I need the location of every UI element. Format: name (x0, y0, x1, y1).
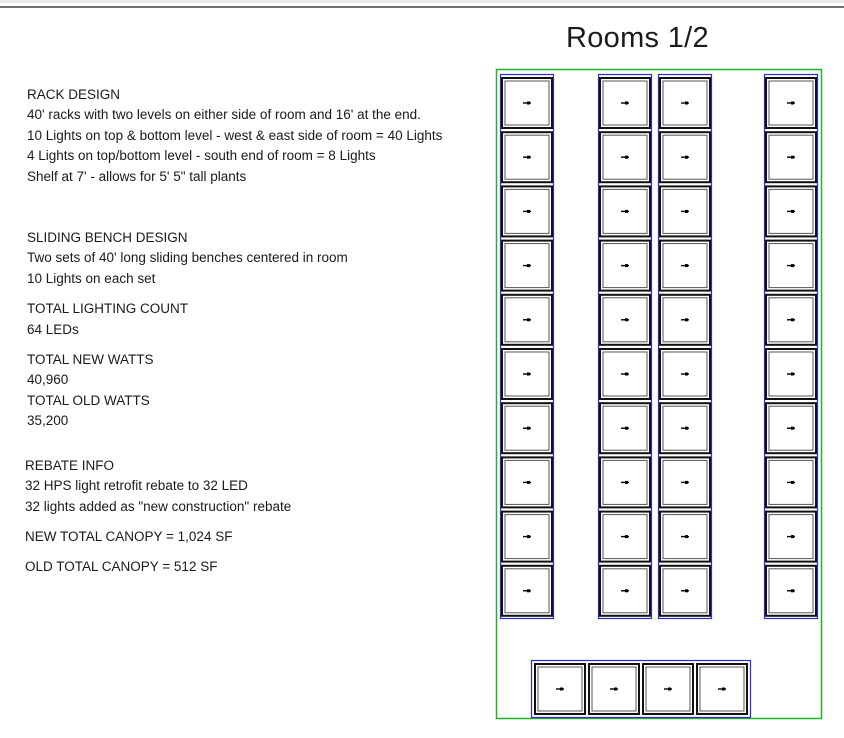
fixture-mark (527, 427, 530, 430)
fixture-mark (791, 589, 794, 592)
new-watts-heading: TOTAL NEW WATTS (27, 352, 154, 368)
fixture-mark (791, 102, 794, 105)
rack-design-line: 10 Lights on top & bottom level - west & east side of room = 40 Lights (27, 127, 443, 143)
fixture-mark (685, 156, 688, 159)
fixture-mark (685, 210, 688, 213)
rack-design-line: 4 Lights on top/bottom level - south end of room = 8 Lights (27, 148, 376, 164)
fixture-mark (685, 102, 688, 105)
fixture-mark (625, 264, 628, 267)
fixture-mark (685, 427, 688, 430)
fixture-mark (527, 264, 530, 267)
rack-design-line: Shelf at 7' - allows for 5' 5" tall plants (27, 168, 247, 184)
fixture-mark (625, 373, 628, 376)
fixture-mark (791, 318, 794, 321)
fixture-mark (685, 535, 688, 538)
fixture-mark (625, 481, 628, 484)
page-title: Rooms 1/2 (566, 22, 709, 54)
fixture-mark (791, 373, 794, 376)
rack-design-heading: RACK DESIGN (27, 87, 121, 102)
fixture-mark (791, 264, 794, 267)
lighting-count-heading: TOTAL LIGHTING COUNT (27, 301, 189, 317)
rack-design-line: 40' racks with two levels on either side of room and 16' at the end. (27, 107, 421, 123)
sliding-bench-heading: SLIDING BENCH DESIGN (27, 230, 188, 246)
fixture-mark (527, 156, 530, 159)
fixture-mark (625, 535, 628, 538)
new-canopy-total: NEW TOTAL CANOPY = 1,024 SF (25, 528, 233, 544)
old-watts-value: 35,200 (27, 413, 69, 429)
fixture-mark (791, 427, 794, 430)
fixture-mark (527, 102, 530, 105)
fixture-mark (625, 210, 628, 213)
rebate-line: 32 lights added as "new construction" rebate (25, 498, 292, 514)
rebate-line: 32 HPS light retrofit rebate to 32 LED (25, 478, 248, 494)
new-watts-value: 40,960 (27, 372, 69, 388)
fixture-mark (560, 688, 563, 691)
fixture-mark (722, 688, 725, 691)
fixture-mark (685, 318, 688, 321)
fixture-mark (625, 589, 628, 592)
fixture-mark (791, 210, 794, 213)
fixture-mark (527, 210, 530, 213)
fixture-mark (527, 373, 530, 376)
fixture-mark (685, 589, 688, 592)
rebate-heading: REBATE INFO (25, 457, 115, 473)
fixture-mark (614, 688, 617, 691)
fixture-mark (791, 156, 794, 159)
fixture-mark (625, 318, 628, 321)
fixture-mark (527, 535, 530, 538)
sliding-bench-line: 10 Lights on each set (27, 270, 156, 286)
sliding-bench-line: Two sets of 40' long sliding benches centered in room (27, 250, 348, 266)
fixture-mark (527, 481, 530, 484)
fixture-mark (527, 318, 530, 321)
fixture-mark (685, 481, 688, 484)
old-watts-heading: TOTAL OLD WATTS (27, 392, 150, 408)
fixture-mark (668, 688, 671, 691)
fixture-mark (625, 102, 628, 105)
fixture-mark (625, 156, 628, 159)
fixture-mark (791, 535, 794, 538)
fixture-mark (791, 481, 794, 484)
lighting-count-value: 64 LEDs (27, 321, 79, 337)
old-canopy-total: OLD TOTAL CANOPY = 512 SF (25, 559, 218, 575)
fixture-mark (685, 373, 688, 376)
fixture-mark (527, 589, 530, 592)
fixture-mark (625, 427, 628, 430)
fixture-mark (685, 264, 688, 267)
